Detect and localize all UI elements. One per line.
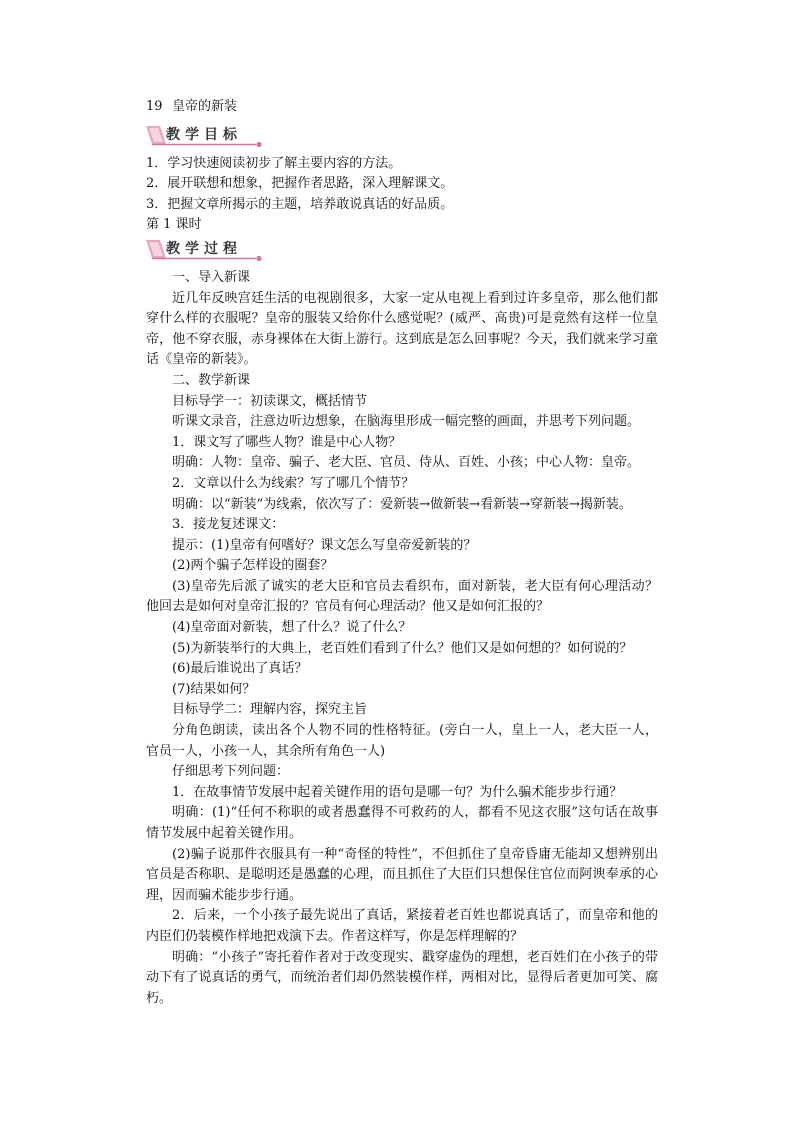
hint: 提示：(1)皇帝有何嗜好？课文怎么写皇帝爱新装的？ bbox=[172, 537, 477, 553]
goal-item: 2．展开联想和想象，把握作者思路，深入理解课文。 bbox=[146, 176, 454, 192]
answer: (2)骗子说那件衣服具有一种“奇怪的特性”，不但抓住了皇帝昏庸无能却又想辨别出官员是否称职、是聪明还是愚蠢的心理，而且抓住了大臣们只想保住官位而阿谀奉承的心理，因而骗术能步步行通。 bbox=[146, 846, 658, 903]
lesson-title-text: 皇帝的新装 bbox=[172, 99, 238, 114]
question: 2．后来，一个小孩子最先说出了真话，紧接着老百姓也都说真话了，而皇帝和他的内臣们仍装模作样地把戏演下去。作者这样写，你是怎样理解的？ bbox=[146, 908, 658, 944]
section-heading: 一、导入新课 bbox=[172, 269, 251, 285]
answer: 明确：以“新装”为线索，依次写了：爱新装→做新装→看新装→穿新装→揭新装。 bbox=[172, 496, 632, 512]
paragraph: 近几年反映宫廷生活的电视剧很多，大家一定从电视上看到过许多皇帝，那么他们都穿什么样的衣服呢？皇帝的服装又给你什么感觉呢？(威严、高贵)可是竟然有这样一位皇帝，他不穿衣服，赤身裸体在大街上游行。这到底是怎么回事呢？今天，我们就来学习童话《皇帝的新装》。 bbox=[146, 290, 658, 368]
banner-goals-label: 教学目标 bbox=[166, 126, 242, 143]
section-banner-process bbox=[146, 238, 658, 262]
answer: 明确：人物：皇帝、骗子、老大臣、官员、侍从、百姓、小孩；中心人物：皇帝。 bbox=[172, 455, 641, 471]
question: 3．接龙复述课文： bbox=[172, 517, 285, 533]
lesson-title bbox=[146, 97, 658, 118]
question: 2．文章以什么为线索？写了哪几个情节？ bbox=[172, 475, 415, 491]
subsection-heading: 目标导学一：初读课文，概括情节 bbox=[172, 393, 368, 409]
hint-item: (7)结果如何？ bbox=[172, 681, 256, 697]
hint-item: (6)最后谁说出了真话？ bbox=[172, 661, 308, 677]
section-heading: 二、教学新课 bbox=[172, 372, 251, 388]
section-banner-goals bbox=[146, 124, 658, 148]
goal-item: 3．把握文章所揭示的主题，培养敢说真话的好品质。 bbox=[146, 196, 454, 212]
paragraph: 分角色朗读，读出各个人物不同的性格特征。(旁白一人，皇上一人，老大臣一人，官员一人，小孩一人，其余所有角色一人) bbox=[146, 723, 658, 759]
banner-process-label: 教学过程 bbox=[166, 240, 242, 257]
answer: 明确：(1)“任何不称职的或者愚蠢得不可救药的人，都看不见这衣服”这句话在故事情节发展中起着关键作用。 bbox=[146, 805, 658, 841]
hint-item: (3)皇帝先后派了诚实的老大臣和官员去看织布，面对新装，老大臣有何心理活动？他回去是如何对皇帝汇报的？官员有何心理活动？他又是如何汇报的？ bbox=[146, 578, 658, 615]
hint-item: (2)两个骗子怎样设的圈套？ bbox=[172, 558, 334, 574]
goal-item: 1．学习快速阅读初步了解主要内容的方法。 bbox=[146, 155, 402, 171]
subsection-heading: 目标导学二：理解内容，探究主旨 bbox=[172, 702, 368, 718]
question: 1．课文写了哪些人物？谁是中心人物？ bbox=[172, 434, 402, 450]
lesson-number: 19 bbox=[146, 99, 163, 114]
document-body bbox=[146, 97, 658, 1009]
hint-item: (4)皇帝面对新装，想了什么？说了什么？ bbox=[172, 620, 412, 636]
question: 1．在故事情节发展中起着关键作用的语句是哪一句？为什么骗术能步步行通？ bbox=[172, 784, 623, 800]
hint-item: (5)为新装举行的大典上，老百姓们看到了什么？他们又是如何想的？如何说的？ bbox=[172, 640, 633, 656]
paragraph: 仔细思考下列问题： bbox=[172, 764, 290, 780]
lesson-period: 第 1 课时 bbox=[146, 217, 202, 233]
answer: 明确：“小孩子”寄托着作者对于改变现实、戳穿虚伪的理想，老百姓们在小孩子的带动下有了说真话的勇气，而统治者们却仍然装模作样，两相对比，显得后者更加可笑、腐朽。 bbox=[146, 949, 658, 1006]
paragraph: 听课文录音，注意边听边想象，在脑海里形成一幅完整的画面，并思考下列问题。 bbox=[172, 414, 641, 430]
